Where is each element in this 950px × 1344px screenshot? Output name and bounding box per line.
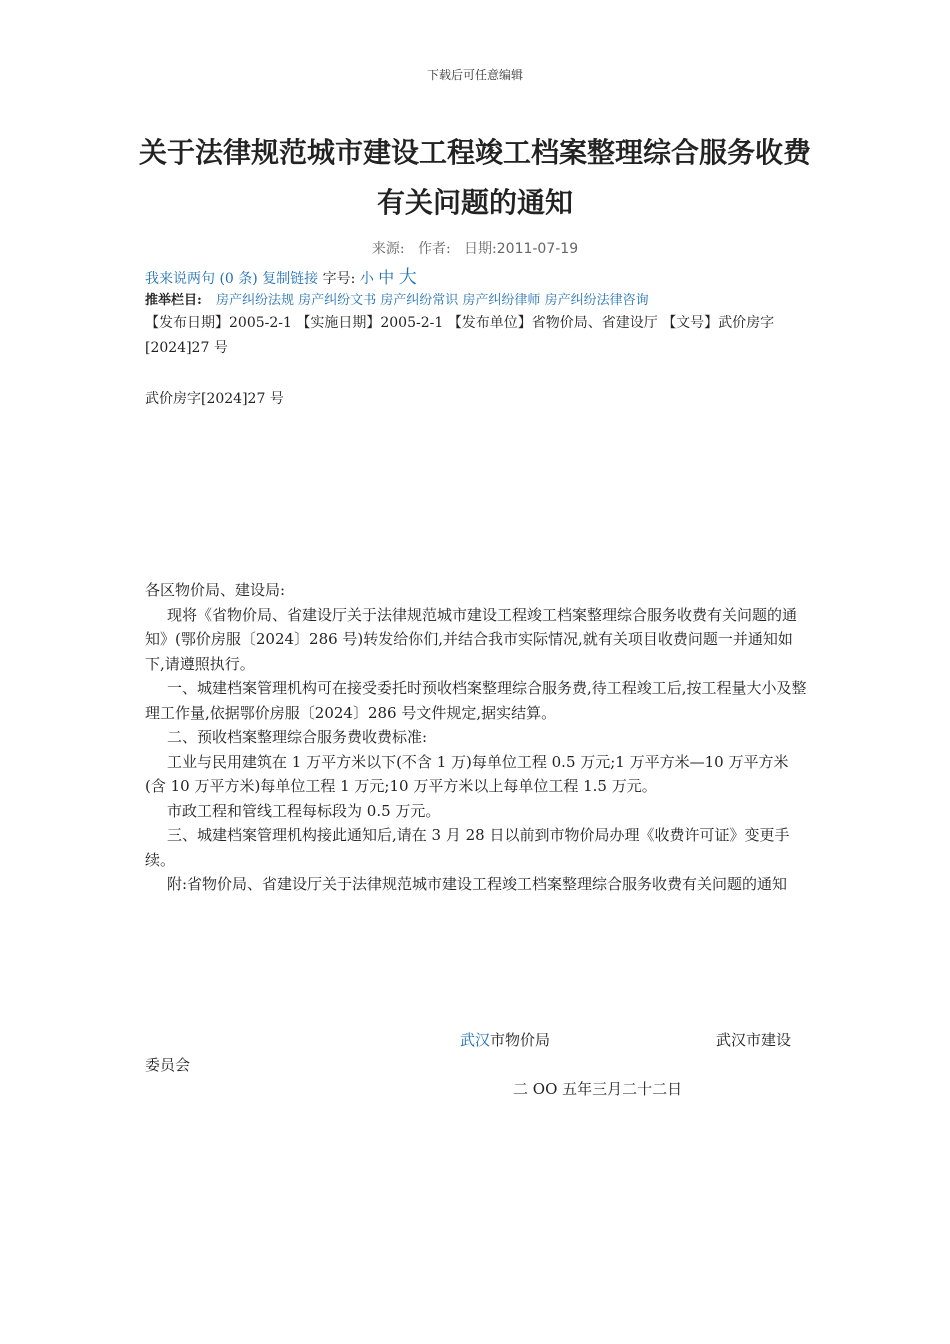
wuhan-link[interactable]: 武汉 [460,1031,491,1049]
signature-org-price-bureau [460,1029,550,1050]
recommend-item[interactable]: 房产纠纷文书 [298,293,377,308]
signature-org-construction-part2: 委员会 [145,1056,191,1074]
recommend-item[interactable]: 房产纠纷法律咨询 [544,293,649,308]
document-info: 【发布日期】2005-2-1 【实施日期】2005-2-1 【发布单位】省物价局、省建设厅 【文号】武价房字[2024]27 号 [145,315,775,356]
source-label: 来源: [371,241,405,257]
comment-link[interactable]: 我来说两句 (0 条) [145,271,258,287]
recommend-bar [145,289,649,308]
author-label: 作者: [417,241,451,257]
header-note: 下载后可任意编辑 [426,68,523,82]
article-body [145,578,807,897]
font-size-label: 字号: [322,271,356,287]
recommend-item[interactable]: 房产纠纷法规 [215,293,294,308]
signature-org1-text: 市物价局 [490,1031,551,1049]
body-paragraph: 市政工程和管线工程每标段为 0.5 万元。 [167,801,441,820]
recommend-item[interactable]: 房产纠纷律师 [462,293,541,308]
document-number: 武价房字[2024]27 号 [145,391,284,407]
page-title: 关于法律规范城市建设工程竣工档案整理综合服务收费有关问题的通知 [138,136,811,219]
publish-date: 2011-07-19 [496,241,579,257]
body-paragraph: 工业与民用建筑在 1 万平方米以下(不含 1 万)每单位工程 0.5 万元;1 万平方米—10 万平方米(含 10 万平方米)每单位工程 1 万元;10 万平方米以上每单位工程 1.5 万元。 [145,752,789,795]
body-paragraph: 现将《省物价局、省建设厅关于法律规范城市建设工程竣工档案整理综合服务收费有关问题的通知》(鄂价房服〔2024〕286 号)转发给你们,并结合我市实际情况,就有关项目收费问题一并通知如下,请遵照执行。 [145,605,798,673]
body-paragraph: 二、预收档案整理综合服务费收费标准: [167,728,428,746]
body-paragraph: 附:省物价局、省建设厅关于法律规范城市建设工程竣工档案整理综合服务收费有关问题的通知 [167,875,788,893]
body-paragraph: 三、城建档案管理机构接此通知后,请在 3 月 28 日以前到市物价局办理《收费许可证》变更手续。 [145,826,790,869]
signature-org-construction-part1: 武汉市建设 [716,1031,792,1049]
body-paragraph: 一、城建档案管理机构可在接受委托时预收档案整理综合服务费,待工程竣工后,按工程量大小及整理工作量,依据鄂价房服〔2024〕286 号文件规定,据实结算。 [145,679,807,722]
font-size-small-button[interactable]: 小 [359,271,374,287]
article-toolbar [145,263,417,289]
font-size-medium-button[interactable]: 中 [378,268,395,287]
recommend-label: 推举栏目: [145,293,202,308]
recommend-item[interactable]: 房产纠纷常识 [380,293,459,308]
date-label: 日期: [464,241,497,257]
article-meta [0,238,950,258]
font-size-large-button[interactable]: 大 [398,267,417,288]
signature-date: 二 OO 五年三月二十二日 [513,1080,683,1098]
copy-link[interactable]: 复制链接 [262,271,319,287]
salutation: 各区物价局、建设局: [145,581,286,599]
